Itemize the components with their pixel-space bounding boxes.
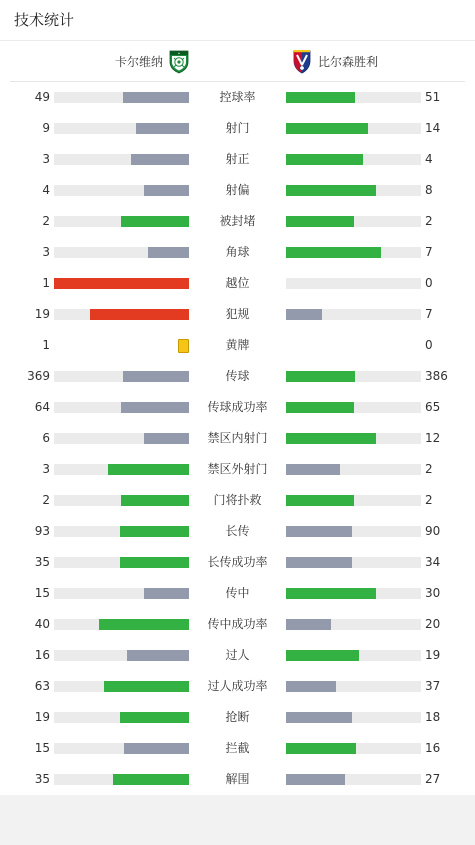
stat-label: 传球 — [225, 369, 250, 383]
stat-label: 禁区内射门 — [207, 431, 268, 445]
stat-label: 越位 — [225, 276, 250, 290]
stat-row — [0, 764, 475, 795]
home-stat-bar-track — [54, 650, 189, 661]
home-stat-bar-fill — [120, 557, 189, 568]
home-stat-bar-track — [54, 557, 189, 568]
away-stat-value: 37 — [425, 679, 441, 693]
home-stat-bar-track — [54, 371, 189, 382]
away-stat-bar-fill — [286, 619, 331, 630]
away-stat-bar-fill — [286, 402, 354, 413]
home-stat-bar-fill — [148, 247, 189, 258]
home-stat-bar-fill — [108, 464, 189, 475]
home-stat-bar-track — [54, 402, 189, 413]
home-stat-bar-fill — [144, 433, 189, 444]
away-stat-bar-track — [286, 216, 421, 227]
home-stat-bar-fill — [120, 712, 189, 723]
away-stat-bar-track — [286, 123, 421, 134]
away-stat-bar-fill — [286, 216, 354, 227]
section-title: 技术统计 — [0, 0, 475, 41]
home-stat-bar-fill — [127, 650, 189, 661]
stat-label: 控球率 — [219, 90, 256, 104]
away-stat-value: 14 — [425, 121, 441, 135]
home-stat-bar-track — [54, 681, 189, 692]
home-stat-bar-fill — [99, 619, 189, 630]
stat-row — [0, 640, 475, 671]
away-stat-value: 0 — [425, 338, 433, 352]
stat-label: 抢断 — [225, 710, 250, 724]
stat-row — [0, 671, 475, 702]
home-stat-value: 63 — [34, 679, 50, 693]
away-stat-value: 90 — [425, 524, 441, 538]
home-stat-bar-fill — [113, 774, 189, 785]
away-stat-bar-fill — [286, 309, 322, 320]
away-stat-bar-track — [286, 371, 421, 382]
home-stat-bar-track — [54, 619, 189, 630]
home-stat-value: 2 — [42, 214, 50, 228]
stat-label: 过人成功率 — [207, 679, 268, 693]
away-stat-bar-track — [286, 185, 421, 196]
home-stat-bar-fill — [54, 278, 189, 289]
home-stat-bar-track — [54, 712, 189, 723]
stat-label: 传中成功率 — [207, 617, 268, 631]
stat-label: 长传成功率 — [207, 555, 268, 569]
away-stat-bar-fill — [286, 526, 352, 537]
away-stat-value: 2 — [425, 462, 433, 476]
home-stat-bar-fill — [123, 92, 189, 103]
home-stat-bar-fill — [131, 154, 189, 165]
away-stat-bar-track — [286, 557, 421, 568]
away-stat-value: 7 — [425, 307, 433, 321]
away-stat-bar-track — [286, 247, 421, 258]
stat-label: 解围 — [225, 772, 250, 786]
away-stat-bar-track — [286, 278, 421, 289]
away-stat-bar-track — [286, 681, 421, 692]
home-stat-value: 4 — [42, 183, 50, 197]
home-stat-value: 9 — [42, 121, 50, 135]
away-stat-bar-fill — [286, 92, 355, 103]
home-stat-bar-fill — [90, 309, 189, 320]
stat-label: 犯规 — [225, 307, 250, 321]
stat-label: 门将扑救 — [213, 493, 262, 507]
home-stat-bar-track — [54, 216, 189, 227]
away-stat-value: 18 — [425, 710, 441, 724]
home-stat-value: 3 — [42, 152, 50, 166]
away-stat-value: 2 — [425, 493, 433, 507]
stat-row — [0, 609, 475, 640]
away-stat-value: 12 — [425, 431, 441, 445]
home-stat-value: 19 — [34, 307, 50, 321]
away-team-name: 比尔森胜利 — [318, 54, 379, 69]
away-stat-bar-fill — [286, 247, 381, 258]
away-stat-value: 34 — [425, 555, 441, 569]
home-stat-value: 93 — [34, 524, 50, 538]
stat-label: 拦截 — [225, 741, 250, 755]
away-stat-value: 7 — [425, 245, 433, 259]
stat-row — [0, 361, 475, 392]
stat-label: 黄牌 — [225, 338, 250, 352]
away-stat-value: 65 — [425, 400, 441, 414]
home-stat-value: 1 — [42, 338, 50, 352]
away-stat-value: 2 — [425, 214, 433, 228]
away-stat-bar-fill — [286, 495, 354, 506]
stat-label: 射正 — [225, 152, 250, 166]
away-stat-bar-track — [286, 433, 421, 444]
karvina-crest-icon — [169, 48, 189, 74]
home-stat-value: 16 — [34, 648, 50, 662]
home-stat-bar-track — [54, 309, 189, 320]
away-stat-bar-track — [286, 92, 421, 103]
home-team-name: 卡尔维纳 — [114, 54, 163, 69]
away-stat-bar-track — [286, 402, 421, 413]
away-stat-bar-track — [286, 495, 421, 506]
stats-list — [0, 82, 475, 795]
teams-header — [10, 41, 465, 82]
home-stat-value: 1 — [42, 276, 50, 290]
home-stat-value: 49 — [34, 90, 50, 104]
away-stat-value: 27 — [425, 772, 441, 786]
home-stat-bar-track — [54, 433, 189, 444]
home-stat-value: 6 — [42, 431, 50, 445]
home-stat-bar-fill — [104, 681, 189, 692]
stat-label: 角球 — [225, 245, 250, 259]
stat-row — [0, 330, 475, 361]
away-stat-bar-fill — [286, 650, 359, 661]
stat-row — [0, 454, 475, 485]
stat-label: 过人 — [225, 648, 250, 662]
away-stat-value: 0 — [425, 276, 433, 290]
stat-row — [0, 547, 475, 578]
home-stat-bar-fill — [136, 123, 189, 134]
home-stat-bar-track — [54, 464, 189, 475]
away-stat-bar-fill — [286, 464, 340, 475]
away-stat-bar-track — [286, 743, 421, 754]
home-stat-value: 3 — [42, 462, 50, 476]
home-stat-value: 3 — [42, 245, 50, 259]
home-stat-bar-track — [54, 743, 189, 754]
away-stat-value: 386 — [425, 369, 448, 383]
stat-row — [0, 733, 475, 764]
away-team[interactable] — [292, 41, 378, 81]
stat-row — [0, 485, 475, 516]
away-stat-value: 51 — [425, 90, 441, 104]
stat-row — [0, 392, 475, 423]
away-stat-bar-track — [286, 154, 421, 165]
stat-row — [0, 516, 475, 547]
away-stat-bar-fill — [286, 371, 355, 382]
home-stat-bar-fill — [144, 588, 189, 599]
stat-row — [0, 578, 475, 609]
home-stat-bar-track — [54, 92, 189, 103]
home-stat-bar-track — [54, 278, 189, 289]
stat-label: 长传 — [225, 524, 250, 538]
stat-row — [0, 82, 475, 113]
stat-row — [0, 113, 475, 144]
away-stat-value: 4 — [425, 152, 433, 166]
home-stat-bar-track — [54, 588, 189, 599]
home-stat-value: 35 — [34, 555, 50, 569]
away-stat-bar-track — [286, 650, 421, 661]
stat-row — [0, 206, 475, 237]
stat-label: 禁区外射门 — [207, 462, 268, 476]
stat-label: 被封堵 — [219, 214, 256, 228]
stat-row — [0, 175, 475, 206]
home-stat-bar-track — [54, 495, 189, 506]
away-stat-bar-track — [286, 526, 421, 537]
home-stat-value: 19 — [34, 710, 50, 724]
home-stat-bar-fill — [121, 495, 189, 506]
home-stat-bar-track — [54, 526, 189, 537]
home-stat-value: 40 — [34, 617, 50, 631]
away-stat-bar-track — [286, 464, 421, 475]
home-stat-bar-track — [54, 123, 189, 134]
away-stat-bar-track — [286, 712, 421, 723]
away-stat-bar-fill — [286, 123, 368, 134]
away-stat-bar-track — [286, 774, 421, 785]
away-stat-value: 16 — [425, 741, 441, 755]
stat-label: 射偏 — [225, 183, 250, 197]
home-team[interactable] — [115, 41, 189, 81]
away-stat-value: 19 — [425, 648, 441, 662]
home-stat-value: 15 — [34, 586, 50, 600]
home-stat-value: 64 — [34, 400, 50, 414]
viktoria-plzen-crest-icon — [292, 48, 312, 74]
away-stat-value: 20 — [425, 617, 441, 631]
home-stat-bar-fill — [120, 526, 189, 537]
home-stat-value: 369 — [27, 369, 50, 383]
away-stat-bar-track — [286, 588, 421, 599]
home-stat-value: 35 — [34, 772, 50, 786]
stat-label: 传中 — [225, 586, 250, 600]
stat-row — [0, 299, 475, 330]
home-stat-bar-track — [54, 154, 189, 165]
stat-row — [0, 237, 475, 268]
home-stat-bar-track — [54, 185, 189, 196]
away-stat-bar-fill — [286, 557, 352, 568]
home-stat-bar-fill — [121, 216, 189, 227]
away-stat-bar-fill — [286, 433, 376, 444]
away-stat-bar-fill — [286, 588, 376, 599]
home-stat-value: 2 — [42, 493, 50, 507]
away-stat-bar-fill — [286, 681, 336, 692]
away-stat-bar-fill — [286, 185, 376, 196]
home-stat-value: 15 — [34, 741, 50, 755]
stat-row — [0, 268, 475, 299]
stat-row — [0, 702, 475, 733]
away-stat-bar-fill — [286, 774, 345, 785]
away-stat-bar-track — [286, 309, 421, 320]
home-stat-bar-fill — [144, 185, 189, 196]
away-stat-bar-fill — [286, 154, 363, 165]
home-stat-bar-track — [54, 774, 189, 785]
yellow-card-icon — [178, 339, 189, 353]
home-stat-bar-track — [54, 247, 189, 258]
away-stat-bar-fill — [286, 712, 352, 723]
away-stat-value: 30 — [425, 586, 441, 600]
away-stat-bar-track — [286, 619, 421, 630]
stat-label: 传球成功率 — [207, 400, 268, 414]
stat-label: 射门 — [225, 121, 250, 135]
home-stat-bar-fill — [123, 371, 189, 382]
home-stat-bar-fill — [124, 743, 189, 754]
away-stat-bar-fill — [286, 743, 356, 754]
stat-row — [0, 423, 475, 454]
home-stat-bar-fill — [121, 402, 189, 413]
stat-row — [0, 144, 475, 175]
away-stat-value: 8 — [425, 183, 433, 197]
svg-text:✦: ✦ — [177, 51, 181, 56]
